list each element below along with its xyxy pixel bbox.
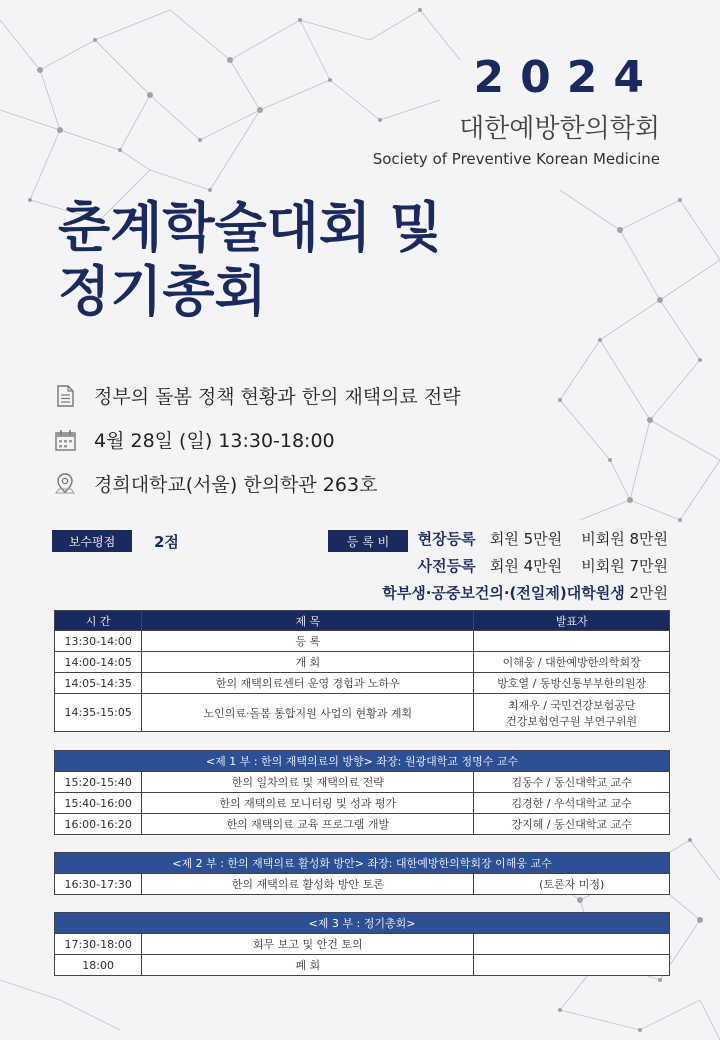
fee-onsite-nonmember: 비회원 8만원 — [581, 530, 668, 548]
fee-student-row — [382, 582, 668, 603]
table-row — [55, 955, 670, 976]
table-row — [55, 874, 670, 895]
section-header-row — [55, 913, 670, 934]
row-speaker — [474, 631, 670, 652]
table-row — [55, 694, 670, 732]
event-date: 4월 28일 (일) 13:30-18:00 — [94, 430, 335, 452]
credits-value: 2점 — [154, 533, 179, 551]
fee-pre-member: 회원 4만원 — [489, 557, 563, 575]
row-time: 14:05-14:35 — [55, 673, 142, 694]
row-time: 14:00-14:05 — [55, 652, 142, 673]
location-pin-icon — [52, 471, 78, 497]
table-row — [55, 631, 670, 652]
row-title: 한의 재택의료 모니터링 및 성과 평가 — [142, 793, 474, 814]
table-row — [55, 814, 670, 835]
schedule-table-part1 — [54, 750, 670, 835]
row-speaker: (토론자 미정) — [474, 874, 670, 895]
fee-pre-label: 사전등록 — [417, 557, 476, 575]
row-title: 회무 보고 및 안건 토의 — [142, 934, 474, 955]
fee-pre-nonmember: 비회원 7만원 — [581, 557, 668, 575]
topic-row — [52, 382, 461, 409]
row-time: 15:40-16:00 — [55, 793, 142, 814]
table-row — [55, 934, 670, 955]
part2-heading: <제 2 부 : 한의 재택의료 활성화 방안> 좌장: 대한예방한의학회장 이해웅 교수 — [55, 853, 670, 874]
fee-label: 등 록 비 — [328, 530, 408, 552]
header-title: 제 목 — [142, 611, 474, 631]
calendar-icon — [52, 427, 78, 453]
row-speaker: 김경한 / 우석대학교 교수 — [474, 793, 670, 814]
fee-onsite-label: 현장등록 — [417, 530, 476, 548]
row-title: 한의 재택의료 활성화 방안 토론 — [142, 874, 474, 895]
society-name-korean: 대한예방한의학회 — [459, 114, 660, 144]
row-speaker-line1: 최재우 / 국민건강보험공단 — [507, 698, 636, 712]
schedule-table-opening — [54, 610, 670, 732]
schedule-table-part3 — [54, 912, 670, 976]
row-time: 17:30-18:00 — [55, 934, 142, 955]
row-time: 18:00 — [55, 955, 142, 976]
row-speaker: 이해웅 / 대한예방한의학회장 — [474, 652, 670, 673]
fee-onsite-member: 회원 5만원 — [489, 530, 563, 548]
row-speaker — [474, 934, 670, 955]
header-time: 시 간 — [55, 611, 142, 631]
row-time: 15:20-15:40 — [55, 772, 142, 793]
event-topic: 정부의 돌봄 정책 현황과 한의 재택의료 전략 — [94, 386, 461, 408]
table-row — [55, 673, 670, 694]
row-speaker — [474, 694, 670, 732]
section-header-row — [55, 751, 670, 772]
row-speaker: 방호열 / 동방신통부부한의원장 — [474, 673, 670, 694]
section-header-row — [55, 853, 670, 874]
date-row — [52, 426, 335, 453]
row-time: 14:35-15:05 — [55, 694, 142, 732]
fee-onsite-row — [418, 528, 668, 549]
table-row — [55, 652, 670, 673]
venue-row — [52, 470, 377, 497]
row-speaker-line2: 건강보험연구원 부연구위원 — [506, 714, 638, 728]
row-speaker: 김동수 / 동신대학교 교수 — [474, 772, 670, 793]
event-venue: 경희대학교(서울) 한의학관 263호 — [94, 474, 378, 496]
row-title: 노인의료·돌봄 통합지원 사업의 현황과 계획 — [142, 694, 474, 732]
part1-heading: <제 1 부 : 한의 재택의료의 방향> 좌장: 원광대학교 정명수 교수 — [55, 751, 670, 772]
table-row — [55, 793, 670, 814]
row-speaker — [474, 955, 670, 976]
row-time: 13:30-14:00 — [55, 631, 142, 652]
fee-student-value: 2만원 — [629, 584, 668, 602]
society-name-english: Society of Preventive Korean Medicine — [372, 150, 660, 168]
row-title: 폐 회 — [142, 955, 474, 976]
event-title-line2: 정기총회 — [58, 260, 267, 323]
row-time: 16:30-17:30 — [55, 874, 142, 895]
fee-pre-row — [418, 555, 668, 576]
row-time: 16:00-16:20 — [55, 814, 142, 835]
credits-label: 보수평점 — [52, 530, 132, 552]
event-title — [58, 196, 442, 324]
row-title: 한의 재택의료 교육 프로그램 개발 — [142, 814, 474, 835]
row-title: 한의 재택의료센터 운영 경험과 노하우 — [142, 673, 474, 694]
schedule-table-part2 — [54, 852, 670, 895]
row-speaker: 강지혜 / 동신대학교 교수 — [474, 814, 670, 835]
row-title: 개 회 — [142, 652, 474, 673]
row-title: 등 록 — [142, 631, 474, 652]
header-speaker: 발표자 — [474, 611, 670, 631]
table-row — [55, 772, 670, 793]
table-header-row — [55, 611, 670, 631]
event-year: 2024 — [473, 52, 660, 103]
row-title: 한의 일차의료 및 재택의료 전략 — [142, 772, 474, 793]
event-title-line1: 춘계학술대회 및 — [58, 196, 442, 259]
document-icon — [52, 383, 78, 409]
fee-student-label: 학부생·공중보건의·(전일제)대학원생 — [382, 584, 625, 602]
part3-heading: <제 3 부 : 정기총회> — [55, 913, 670, 934]
